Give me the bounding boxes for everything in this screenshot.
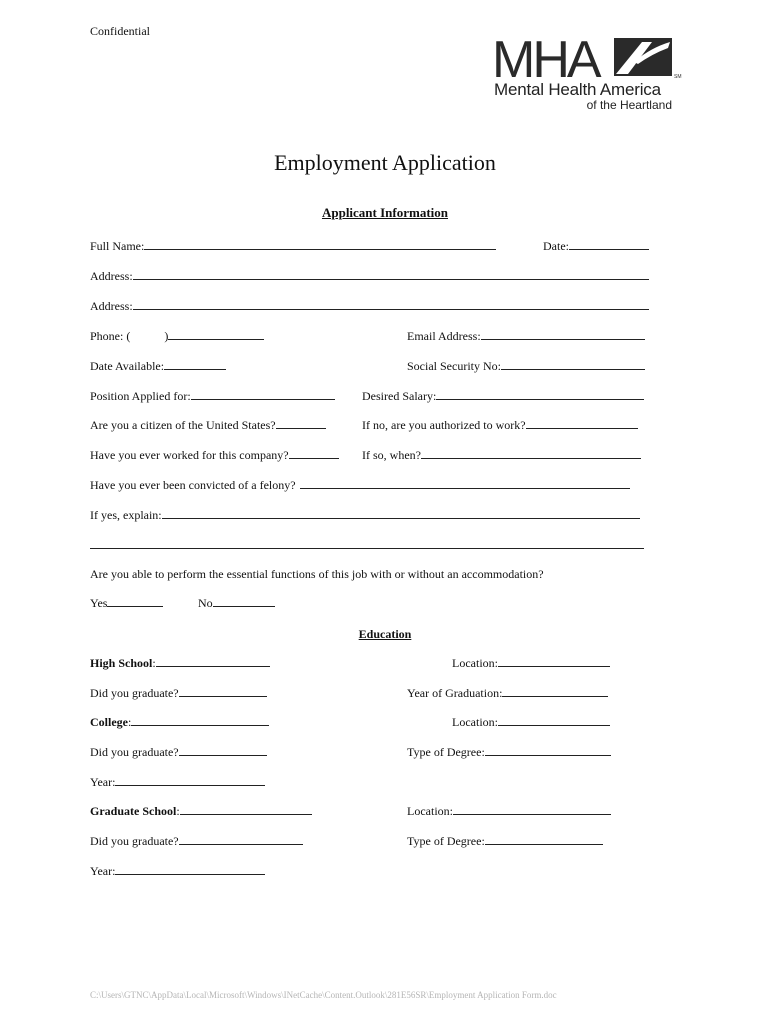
salary-label: Desired Salary: <box>362 389 437 403</box>
felony-field[interactable] <box>90 478 630 493</box>
address-line-2[interactable] <box>133 299 649 310</box>
date-available-line[interactable] <box>164 359 226 370</box>
citizen-label: Are you a citizen of the United States? <box>90 418 276 432</box>
high-school-colon: : <box>152 656 156 670</box>
full-name-label: Full Name: <box>90 239 145 253</box>
graduate-school-location-label: Location: <box>407 804 453 818</box>
phone-field[interactable] <box>90 329 264 344</box>
date-label: Date: <box>543 239 569 253</box>
year-of-graduation-label: Year of Graduation: <box>407 686 503 700</box>
explain-continuation[interactable] <box>90 538 644 553</box>
no-label: No <box>198 596 213 610</box>
ssn-label: Social Security No: <box>407 359 501 373</box>
date-line[interactable] <box>569 239 649 250</box>
if-so-when-field[interactable] <box>362 448 641 463</box>
worked-here-label: Have you ever worked for this company? <box>90 448 289 462</box>
logo-sm-mark: SM <box>674 74 682 80</box>
essential-no-field[interactable] <box>198 596 275 611</box>
citizen-line[interactable] <box>276 418 326 429</box>
explain-line-1[interactable] <box>162 508 640 519</box>
college-location-field[interactable] <box>452 715 610 730</box>
logo-mark-text: MHA <box>492 31 599 89</box>
college-line[interactable] <box>131 715 269 726</box>
position-line[interactable] <box>191 389 335 400</box>
date-available-label: Date Available: <box>90 359 165 373</box>
felony-label: Have you ever been convicted of a felony? <box>90 478 296 492</box>
section-heading-applicant: Applicant Information <box>321 205 449 220</box>
address-field-2[interactable] <box>90 299 649 314</box>
graduate-school-label: Graduate School <box>90 804 177 818</box>
year-of-graduation-line[interactable] <box>502 686 608 697</box>
graduate-school-colon: : <box>176 804 180 818</box>
grad-year-field[interactable] <box>90 864 265 879</box>
grad-graduate-field[interactable] <box>90 834 303 849</box>
ssn-field[interactable] <box>407 359 645 374</box>
explain-label: If yes, explain: <box>90 508 162 522</box>
grad-degree-field[interactable] <box>407 834 603 849</box>
date-field[interactable] <box>543 239 649 254</box>
high-school-label: High School <box>90 656 153 670</box>
explain-line-2[interactable] <box>90 538 644 549</box>
college-year-line[interactable] <box>115 775 265 786</box>
college-colon: : <box>128 715 132 729</box>
hs-graduate-line[interactable] <box>179 686 267 697</box>
position-field[interactable] <box>90 389 335 404</box>
graduate-school-location-line[interactable] <box>453 804 611 815</box>
college-graduate-line[interactable] <box>179 745 267 756</box>
explain-field[interactable] <box>90 508 640 523</box>
high-school-location-line[interactable] <box>498 656 610 667</box>
file-path-footer: C:\Users\GTNC\AppData\Local\Microsoft\Windows\INetCache\Content.Outlook\281E56SR\Employment Application Form.doc <box>90 990 557 1000</box>
essential-functions-question: Are you able to perform the essential functions of this job with or without an accommodation? <box>90 567 544 581</box>
graduate-school-field[interactable] <box>90 804 312 819</box>
college-graduate-label: Did you graduate? <box>90 745 179 759</box>
phone-line[interactable] <box>168 329 264 340</box>
college-degree-line[interactable] <box>485 745 611 756</box>
logo-subtitle: of the Heartland <box>586 98 672 112</box>
position-label: Position Applied for: <box>90 389 191 403</box>
worked-here-line[interactable] <box>289 448 339 459</box>
college-location-label: Location: <box>452 715 498 729</box>
email-line[interactable] <box>481 329 645 340</box>
essential-yes-field[interactable] <box>90 596 163 611</box>
grad-degree-line[interactable] <box>485 834 603 845</box>
hs-graduate-label: Did you graduate? <box>90 686 179 700</box>
email-label: Email Address: <box>407 329 481 343</box>
high-school-location-field[interactable] <box>452 656 610 671</box>
date-available-field[interactable] <box>90 359 226 374</box>
yes-line[interactable] <box>107 596 163 607</box>
phone-close-paren: ) <box>164 329 169 343</box>
college-degree-field[interactable] <box>407 745 611 760</box>
full-name-line[interactable] <box>144 239 496 250</box>
confidential-label: Confidential <box>90 24 150 38</box>
address-label-1: Address: <box>90 269 133 283</box>
grad-year-label: Year: <box>90 864 116 878</box>
college-label: College <box>90 715 128 729</box>
college-degree-label: Type of Degree: <box>407 745 485 759</box>
hs-graduate-field[interactable] <box>90 686 267 701</box>
graduate-school-line[interactable] <box>180 804 312 815</box>
page-title: Employment Application <box>274 150 496 175</box>
mha-logo-mark-icon <box>492 31 682 89</box>
year-of-graduation-field[interactable] <box>407 686 608 701</box>
ssn-line[interactable] <box>501 359 645 370</box>
logo-name: Mental Health America <box>494 80 661 99</box>
phone-label: Phone: ( <box>90 329 131 343</box>
felony-line[interactable] <box>300 478 630 489</box>
grad-degree-label: Type of Degree: <box>407 834 485 848</box>
high-school-line[interactable] <box>156 656 270 667</box>
college-location-line[interactable] <box>498 715 610 726</box>
section-heading-education: Education <box>358 627 412 641</box>
high-school-location-label: Location: <box>452 656 498 670</box>
full-name-field[interactable] <box>90 239 496 254</box>
salary-line[interactable] <box>436 389 644 400</box>
grad-graduate-label: Did you graduate? <box>90 834 179 848</box>
authorized-label: If no, are you authorized to work? <box>362 418 526 432</box>
address-field-1[interactable] <box>90 269 649 284</box>
authorized-line[interactable] <box>526 418 638 429</box>
grad-year-line[interactable] <box>115 864 265 875</box>
college-graduate-field[interactable] <box>90 745 267 760</box>
college-field[interactable] <box>90 715 269 730</box>
college-year-field[interactable] <box>90 775 265 790</box>
worked-here-field[interactable] <box>90 448 339 463</box>
grad-graduate-line[interactable] <box>179 834 303 845</box>
if-so-when-line[interactable] <box>421 448 641 459</box>
if-so-when-label: If so, when? <box>362 448 421 462</box>
graduate-school-location-field[interactable] <box>407 804 611 819</box>
email-field[interactable] <box>407 329 645 344</box>
address-line-1[interactable] <box>133 269 649 280</box>
high-school-field[interactable] <box>90 656 270 671</box>
mha-logo <box>492 31 682 116</box>
authorized-field[interactable] <box>362 418 638 433</box>
salary-field[interactable] <box>362 389 644 404</box>
yes-label: Yes <box>90 596 108 610</box>
citizen-field[interactable] <box>90 418 326 433</box>
no-line[interactable] <box>213 596 275 607</box>
college-year-label: Year: <box>90 775 116 789</box>
address-label-2: Address: <box>90 299 133 313</box>
